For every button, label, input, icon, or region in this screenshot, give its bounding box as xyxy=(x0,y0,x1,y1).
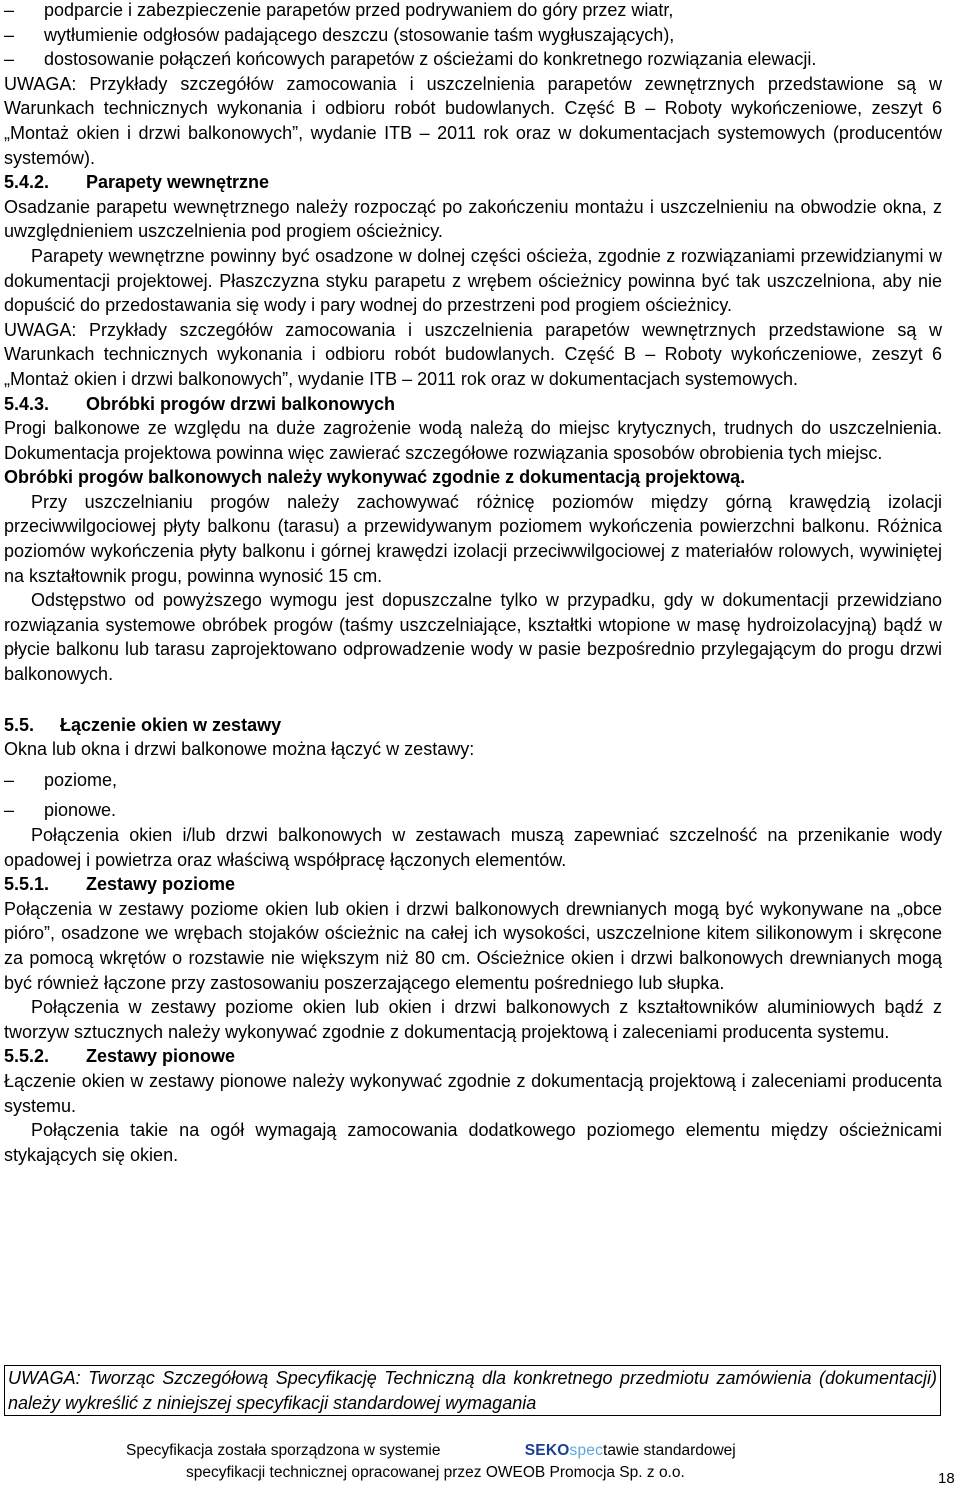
section-heading-5-5: 5.5. Łączenie okien w zestawy xyxy=(4,714,282,735)
paragraph: Okna lub okna i drzwi balkonowe można łączyć w zestawy: xyxy=(4,739,475,760)
paragraph: Odstępstwo od powyższego wymogu jest dopuszczalne tylko w przypadku, gdy w dokumentacji przewidziano rozwiązania systemowe obróbek progów (taśmy uszczelniające, kształtki wtopione w masę hydroizolacyjną) bądź w płycie balkonu lub tarasu zaprojektowano odprowadzenie wody w pasie bezpośrednio przylegającym do progu drzwi balkonowych. xyxy=(4,590,942,685)
footer-line-1: Specyfikacja została sporządzona w systemie SEKOspectawie standardowej xyxy=(126,1442,736,1459)
paragraph: Osadzanie parapetu wewnętrznego należy rozpocząć po zakończeniu montażu i uszczelnieniu na obwodzie okna, z uwzględnieniem uszczelnienia pod progiem ościeżnicy. xyxy=(4,196,942,242)
paragraph: Połączenia takie na ogół wymagają zamocowania dodatkowego poziomego elementu między ościeżnicami stykających się okien. xyxy=(4,1120,942,1165)
list-item: – wytłumienie odgłosów padającego deszczu (stosowanie taśm wygłuszających), xyxy=(4,23,942,48)
dash-bullet: – xyxy=(4,0,15,20)
boxed-note: UWAGA: Tworząc Szczegółową Specyfikację Techniczną dla konkretnego przedmiotu zamówienia (dokumentacji) należy wykreślić z niniejszej specyfikacji standardowej wymagania xyxy=(4,1365,941,1416)
section-heading-5-4-2: 5.4.2. Parapety wewnętrzne xyxy=(4,172,270,193)
dash-bullet: – xyxy=(4,769,15,790)
document-body xyxy=(4,0,942,1167)
list-item: – poziome, xyxy=(4,768,942,793)
section-heading-5-5-2: 5.5.2. Zestawy pionowe xyxy=(4,1046,236,1067)
paragraph: Połączenia w zestawy poziome okien lub okien i drzwi balkonowych z kształtowników aluminiowych bądź z tworzyw sztucznych należy wykonywać zgodnie z dokumentacją projektową i zaleceniami producenta systemu. xyxy=(4,997,942,1042)
page-number: 18 xyxy=(938,1470,955,1487)
paragraph: Połączenia w zestawy poziome okien lub okien i drzwi balkonowych drewnianych mogą być wykonywane na „obce pióro”, osadzone we wrębach stojaków ościeżnic na całej ich wysokości, uszczelnione kitem silikonowym i skręcone za pomocą wkrętów o rozstawie nie większym niż 80 cm. Ościeżnice okien i drzwi balkonowych drewnianych mogą być również łączone przy zastosowaniu poszerzającego elementu pośredniego lub słupka. xyxy=(4,898,942,993)
note-outer-sills: UWAGA: Przykłady szczegółów zamocowania i uszczelnienia parapetów zewnętrznych przedstawione są w Warunkach technicznych wykonania i odbioru robót budowlanych. Część B – Roboty wykończeniowe, zeszyt 6 „Montaż okien i drzwi balkonowych”, wydanie ITB – 2011 rok oraz w dokumentacjach systemowych (producentów systemów). xyxy=(4,73,942,168)
section-heading-5-4-3: 5.4.3. Obróbki progów drzwi balkonowych xyxy=(4,393,396,414)
spacer xyxy=(4,687,942,713)
sekospec-logo: SEKOspec xyxy=(524,1442,604,1459)
paragraph: Parapety wewnętrzne powinny być osadzone w dolnej części ościeża, zgodnie z rozwiązaniami przewidzianymi w dokumentacji projektowej. Płaszczyzna styku parapetu z wrębem ościeżnicy powinna być tak uszczelniona, aby nie dopuścić do przedostawania się wody i pary wodnej do przestrzeni pod progiem ościeżnicy. xyxy=(4,245,942,316)
dash-bullet: – xyxy=(4,800,15,821)
paragraph: Progi balkonowe ze względu na duże zagrożenie wodą należą do miejsc krytycznych, trudnych do uszczelnienia. Dokumentacja projektowa powinna więc zawierać szczegółowe rozwiązania sposobów obrobienia tych miejsc. xyxy=(4,418,942,463)
dash-bullet: – xyxy=(4,49,15,70)
list-item: – podparcie i zabezpieczenie parapetów przed podrywaniem do góry przez wiatr, xyxy=(4,0,942,23)
note-inner-sills: UWAGA: Przykłady szczegółów zamocowania i uszczelnienia parapetów wewnętrznych przedstawione są w Warunkach technicznych wykonania i odbioru robót budowlanych. Część B – Roboty wykończeniowe, zeszyt 6 „Montaż okien i drzwi balkonowych”, wydanie ITB – 2011 rok oraz w dokumentacjach systemowych. xyxy=(4,319,942,389)
paragraph: Połączenia okien i/lub drzwi balkonowych w zestawach muszą zapewniać szczelność na przenikanie wody opadowej i powietrza oraz właściwą współpracę łączonych elementów. xyxy=(4,825,942,870)
list-item: – pionowe. xyxy=(4,798,942,823)
dash-bullet: – xyxy=(4,24,15,45)
paragraph: Przy uszczelnianiu progów należy zachowywać różnicę poziomów między górną krawędzią izolacji przeciwwilgociowej płyty balkonu (tarasu) a przewidywanym poziomem wykończenia powierzchni balkonu. Różnica poziomów wykończenia płyty balkonu i górnej krawędzi izolacji przeciwwilgociowej z materiałów rolowych, wywiniętej na kształtownik progu, powinna wynosić 15 cm. xyxy=(4,491,942,586)
bold-paragraph: Obróbki progów balkonowych należy wykonywać zgodnie z dokumentacją projektową. xyxy=(4,467,746,488)
list-item: – dostosowanie połączeń końcowych parapetów z ościeżami do konkretnego rozwiązania elewacji. xyxy=(4,47,942,72)
section-heading-5-5-1: 5.5.1. Zestawy poziome xyxy=(4,874,236,895)
paragraph: Łączenie okien w zestawy pionowe należy wykonywać zgodnie z dokumentacją projektową i zaleceniami producenta systemu. xyxy=(4,1070,942,1116)
footer-line-2: specyfikacji technicznej opracowanej przez OWEOB Promocja Sp. z o.o. xyxy=(186,1464,685,1481)
